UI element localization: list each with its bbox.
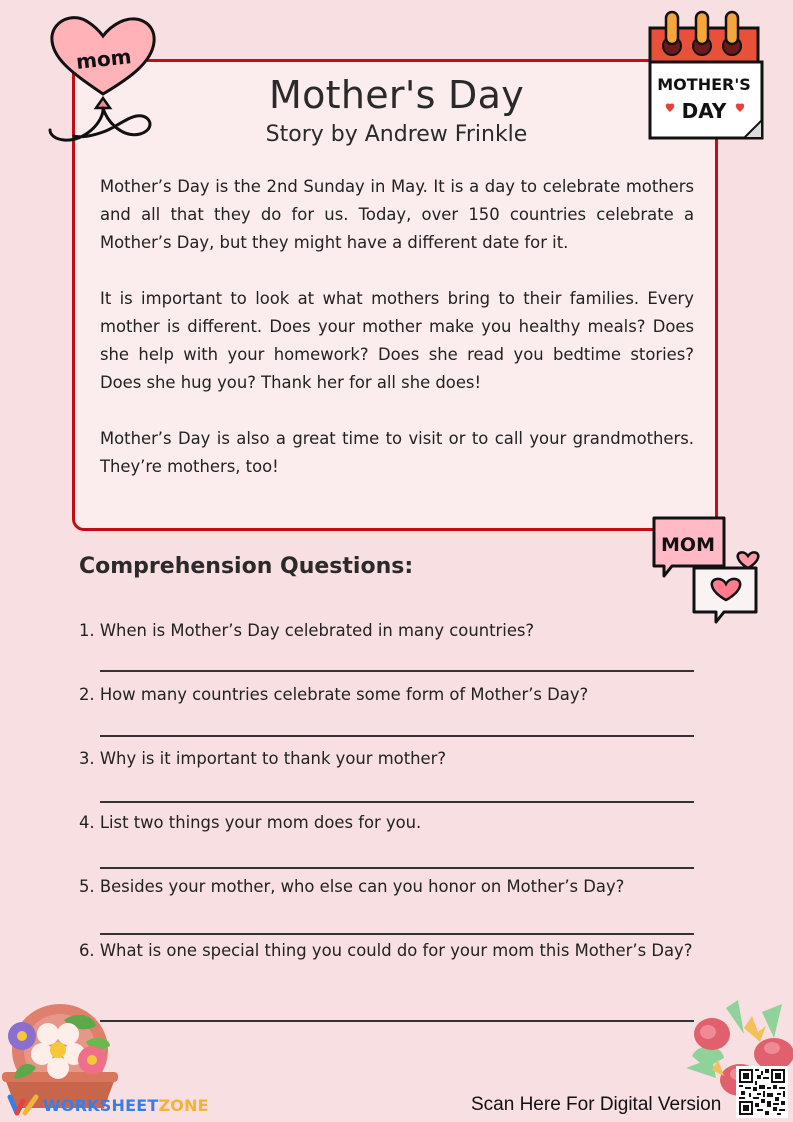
qr-code-icon: [739, 1069, 785, 1115]
story-paragraph: It is important to look at what mothers bring to their families. Every mother is different. Does your mother make you healthy meals? Does she help with your homework? Does she read you bedtime stories? Does she hug you? Thank her for all she does!: [100, 289, 694, 392]
page-title: Mother's Day: [269, 73, 524, 117]
worksheet-zone-w-icon: [7, 1093, 41, 1117]
svg-text:DAY: DAY: [681, 99, 727, 123]
svg-text:MOTHER'S: MOTHER'S: [657, 75, 751, 94]
answer-line-6[interactable]: [100, 1020, 694, 1022]
brand-name-worksheet: WORKSHEET: [43, 1095, 159, 1115]
svg-text:mom: mom: [74, 44, 133, 74]
answer-line-1[interactable]: [100, 670, 694, 672]
questions-heading: Comprehension Questions:: [79, 554, 414, 579]
page-subtitle: Story by Andrew Frinkle: [265, 122, 528, 147]
answer-line-2[interactable]: [100, 735, 694, 737]
scan-instructions: Scan Here For Digital Version: [471, 1094, 722, 1115]
brand-name-zone: ZONE: [158, 1095, 209, 1115]
question-1: 1. When is Mother’s Day celebrated in many countries?: [79, 621, 535, 640]
story-paragraph: Mother’s Day is also a great time to visit or to call your grandmothers. They’re mothers, too!: [100, 429, 694, 476]
qr-code[interactable]: [736, 1066, 788, 1118]
question-4: 4. List two things your mom does for you.: [79, 813, 422, 832]
story-text: [100, 173, 694, 509]
question-3: 3. Why is it important to thank your mother?: [79, 749, 447, 768]
question-2: 2. How many countries celebrate some form of Mother’s Day?: [79, 685, 589, 704]
story-paragraph: Mother’s Day is the 2nd Sunday in May. It is a day to celebrate mothers and all that they do for us. Today, over 150 countries celebrate a Mother’s Day, but they might have a different date for it.: [100, 177, 694, 252]
answer-line-4[interactable]: [100, 867, 694, 869]
mom-speech-bubbles-icon: [650, 514, 762, 626]
question-5: 5. Besides your mother, who else can you honor on Mother’s Day?: [79, 877, 625, 896]
question-6: 6. What is one special thing you could do for your mom this Mother’s Day?: [79, 941, 693, 960]
svg-text:MOM: MOM: [661, 534, 715, 556]
worksheet-zone-logo: [7, 1093, 209, 1117]
answer-line-3[interactable]: [100, 801, 694, 803]
